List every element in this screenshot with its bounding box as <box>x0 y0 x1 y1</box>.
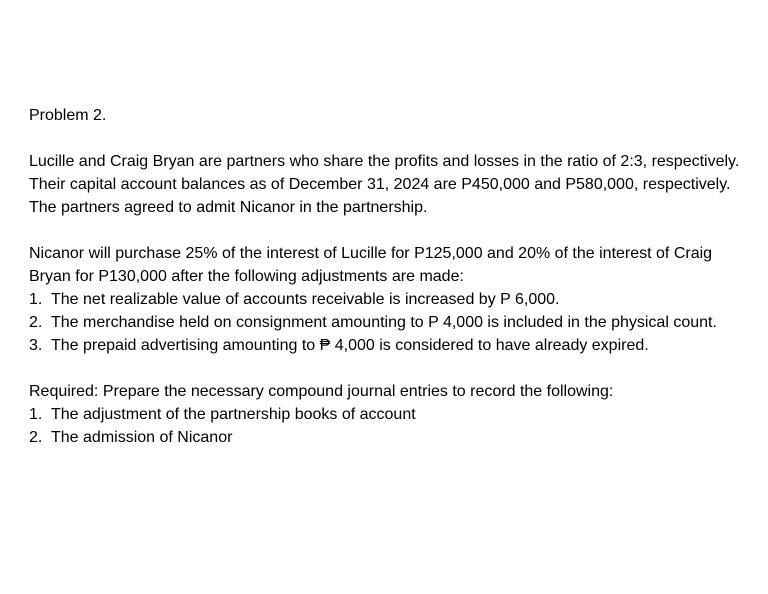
list-text: The adjustment of the partnership books of account <box>51 406 416 423</box>
list-number: 2. <box>29 429 43 446</box>
required-list <box>29 403 749 449</box>
list-number: 2. <box>29 314 43 331</box>
purchase-paragraph: Nicanor will purchase 25% of the interest of Lucille for P125,000 and 20% of the interest of Craig Bryan for P130,000 after the following adjustments are made: <box>29 245 713 285</box>
problem-title: Problem 2. <box>29 107 107 124</box>
intro-paragraph: Lucille and Craig Bryan are partners who share the profits and losses in the ratio of 2:3, respectively. Their capital account balances as of December 31, 2024 are P450,000 and P580,000, respectively. The partners agreed to admit Nicanor in the partnership. <box>29 153 740 216</box>
list-item <box>29 288 749 311</box>
required-paragraph: Required: Prepare the necessary compound journal entries to record the following: <box>29 383 614 400</box>
list-number: 3. <box>29 337 43 354</box>
list-text: The admission of Nicanor <box>51 429 233 446</box>
adjustments-list <box>29 288 749 357</box>
list-text: The merchandise held on consignment amounting to P 4,000 is included in the physical count. <box>51 314 717 331</box>
list-text: The prepaid advertising amounting to ₱ 4,000 is considered to have already expired. <box>51 337 649 354</box>
list-item <box>29 403 749 426</box>
problem-document <box>29 104 749 449</box>
list-item <box>29 426 749 449</box>
list-number: 1. <box>29 406 43 423</box>
list-text: The net realizable value of accounts receivable is increased by P 6,000. <box>51 291 560 308</box>
list-item <box>29 334 749 357</box>
list-item <box>29 311 749 334</box>
list-number: 1. <box>29 291 43 308</box>
